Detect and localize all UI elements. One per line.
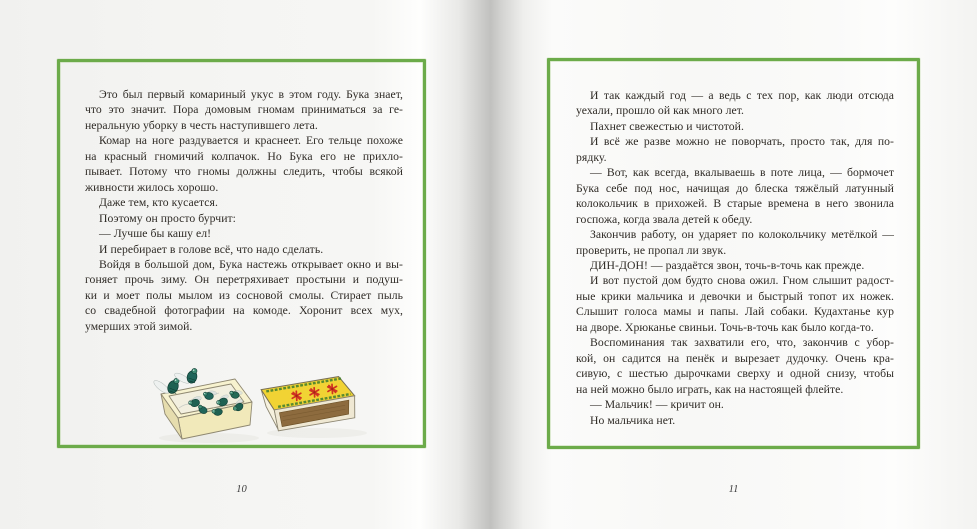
text-line: — Вот, как всегда, вкалываешь в поте лица, — бормочет bbox=[590, 166, 894, 180]
text-line: гоняет прочь зиму. Он перетряхивает простыни и подуш- bbox=[85, 273, 403, 287]
text-line: Поэтому он просто бурчит: bbox=[99, 211, 236, 225]
text-line: Пахнет свежестью и чистотой. bbox=[590, 119, 744, 133]
text-line: кой, он садится на пенёк и вырезает дудочку. Очень кра- bbox=[576, 351, 894, 365]
text-line: Даже тем, кто кусается. bbox=[99, 196, 218, 210]
text-line: со свадебной фотографии на комоде. Хоронит всех мух, bbox=[85, 304, 403, 318]
text-line: проверить, не пропал ли звук. bbox=[576, 243, 727, 257]
text-line: Но мальчика нет. bbox=[590, 413, 676, 427]
text-line: Это был первый комариный укус в этом году. Бука знает, bbox=[99, 88, 403, 101]
text-line: И вот пустой дом будто снова ожил. Гном слышит радост- bbox=[590, 274, 894, 288]
text-line: Воспоминания так захватили его, что, закончив с убор- bbox=[590, 336, 894, 350]
text-line: Комар на ноге раздувается и краснеет. Его тельце похоже bbox=[99, 134, 403, 148]
text-line: живности жилось хорошо. bbox=[85, 180, 219, 194]
text-line: госпожа, когда звала детей к обеду. bbox=[576, 212, 753, 226]
text-line: умерших этой зимой. bbox=[85, 319, 193, 333]
text-line: ДИН-ДОН! — раздаётся звон, точь-в-точь как прежде. bbox=[590, 258, 865, 272]
text-line: неральную уборку в честь наступившего лета. bbox=[85, 118, 318, 132]
text-line: Бука себе под нос, начищая до блеска тяжёлый латунный bbox=[576, 181, 894, 195]
text-line: И так каждый год — а ведь с тех пор, как люди отсюда bbox=[590, 89, 894, 102]
text-line: на дворе. Хрюканье свиньи. Точь-в-точь как было когда-то. bbox=[576, 320, 874, 334]
page-left-text bbox=[85, 87, 403, 334]
text-line: колокольчик в прихожей. В старые времена в него звонила bbox=[576, 197, 894, 211]
text-line: И всё же разве можно не поворчать, просто так, для по- bbox=[590, 135, 894, 149]
text-line: И перебирает в голове всё, что надо сделать. bbox=[99, 242, 324, 256]
text-line: уехали, прошло ой как много лет. bbox=[576, 104, 745, 118]
text-line: — Лучше бы кашу ел! bbox=[99, 227, 212, 241]
text-line: Войдя в большой дом, Бука настежь открывает окно и вы- bbox=[99, 257, 403, 271]
page-number-left: 10 bbox=[236, 484, 247, 495]
page-right-text bbox=[576, 88, 894, 428]
text-line: на ней можно было играть, как на настоящей флейте. bbox=[576, 382, 844, 396]
text-line: на красный гномичий колпачок. Но Бука его не прихло- bbox=[85, 149, 403, 163]
text-line: ки и моет полы мылом из сосновой смолы. Стирает пыль bbox=[85, 288, 403, 302]
text-line: Закончив работу, он ударяет по колокольчику метёлкой — bbox=[590, 228, 894, 242]
text-line: рядку. bbox=[576, 150, 607, 164]
matchbox-cover bbox=[261, 376, 357, 432]
text-line: что это значит. Пора домовым гномам приниматься за ге- bbox=[85, 103, 403, 117]
text-line: сивую, с шестью дырочками сверху и одной снизу, чтобы bbox=[576, 367, 894, 381]
page-number-right: 11 bbox=[728, 484, 739, 495]
text-line: ные крики мальчика и девочки и быстрый топот их ножек. bbox=[576, 289, 894, 303]
text-line: пывает. Потому что гномы должны следить, чтобы всякой bbox=[85, 165, 403, 179]
text-line: Слышит голоса мамы и папы. Лай собаки. Кудахтанье кур bbox=[576, 305, 894, 319]
text-line: — Мальчик! — кричит он. bbox=[590, 398, 724, 412]
dead-flies-matchbox-illustration bbox=[147, 354, 367, 447]
